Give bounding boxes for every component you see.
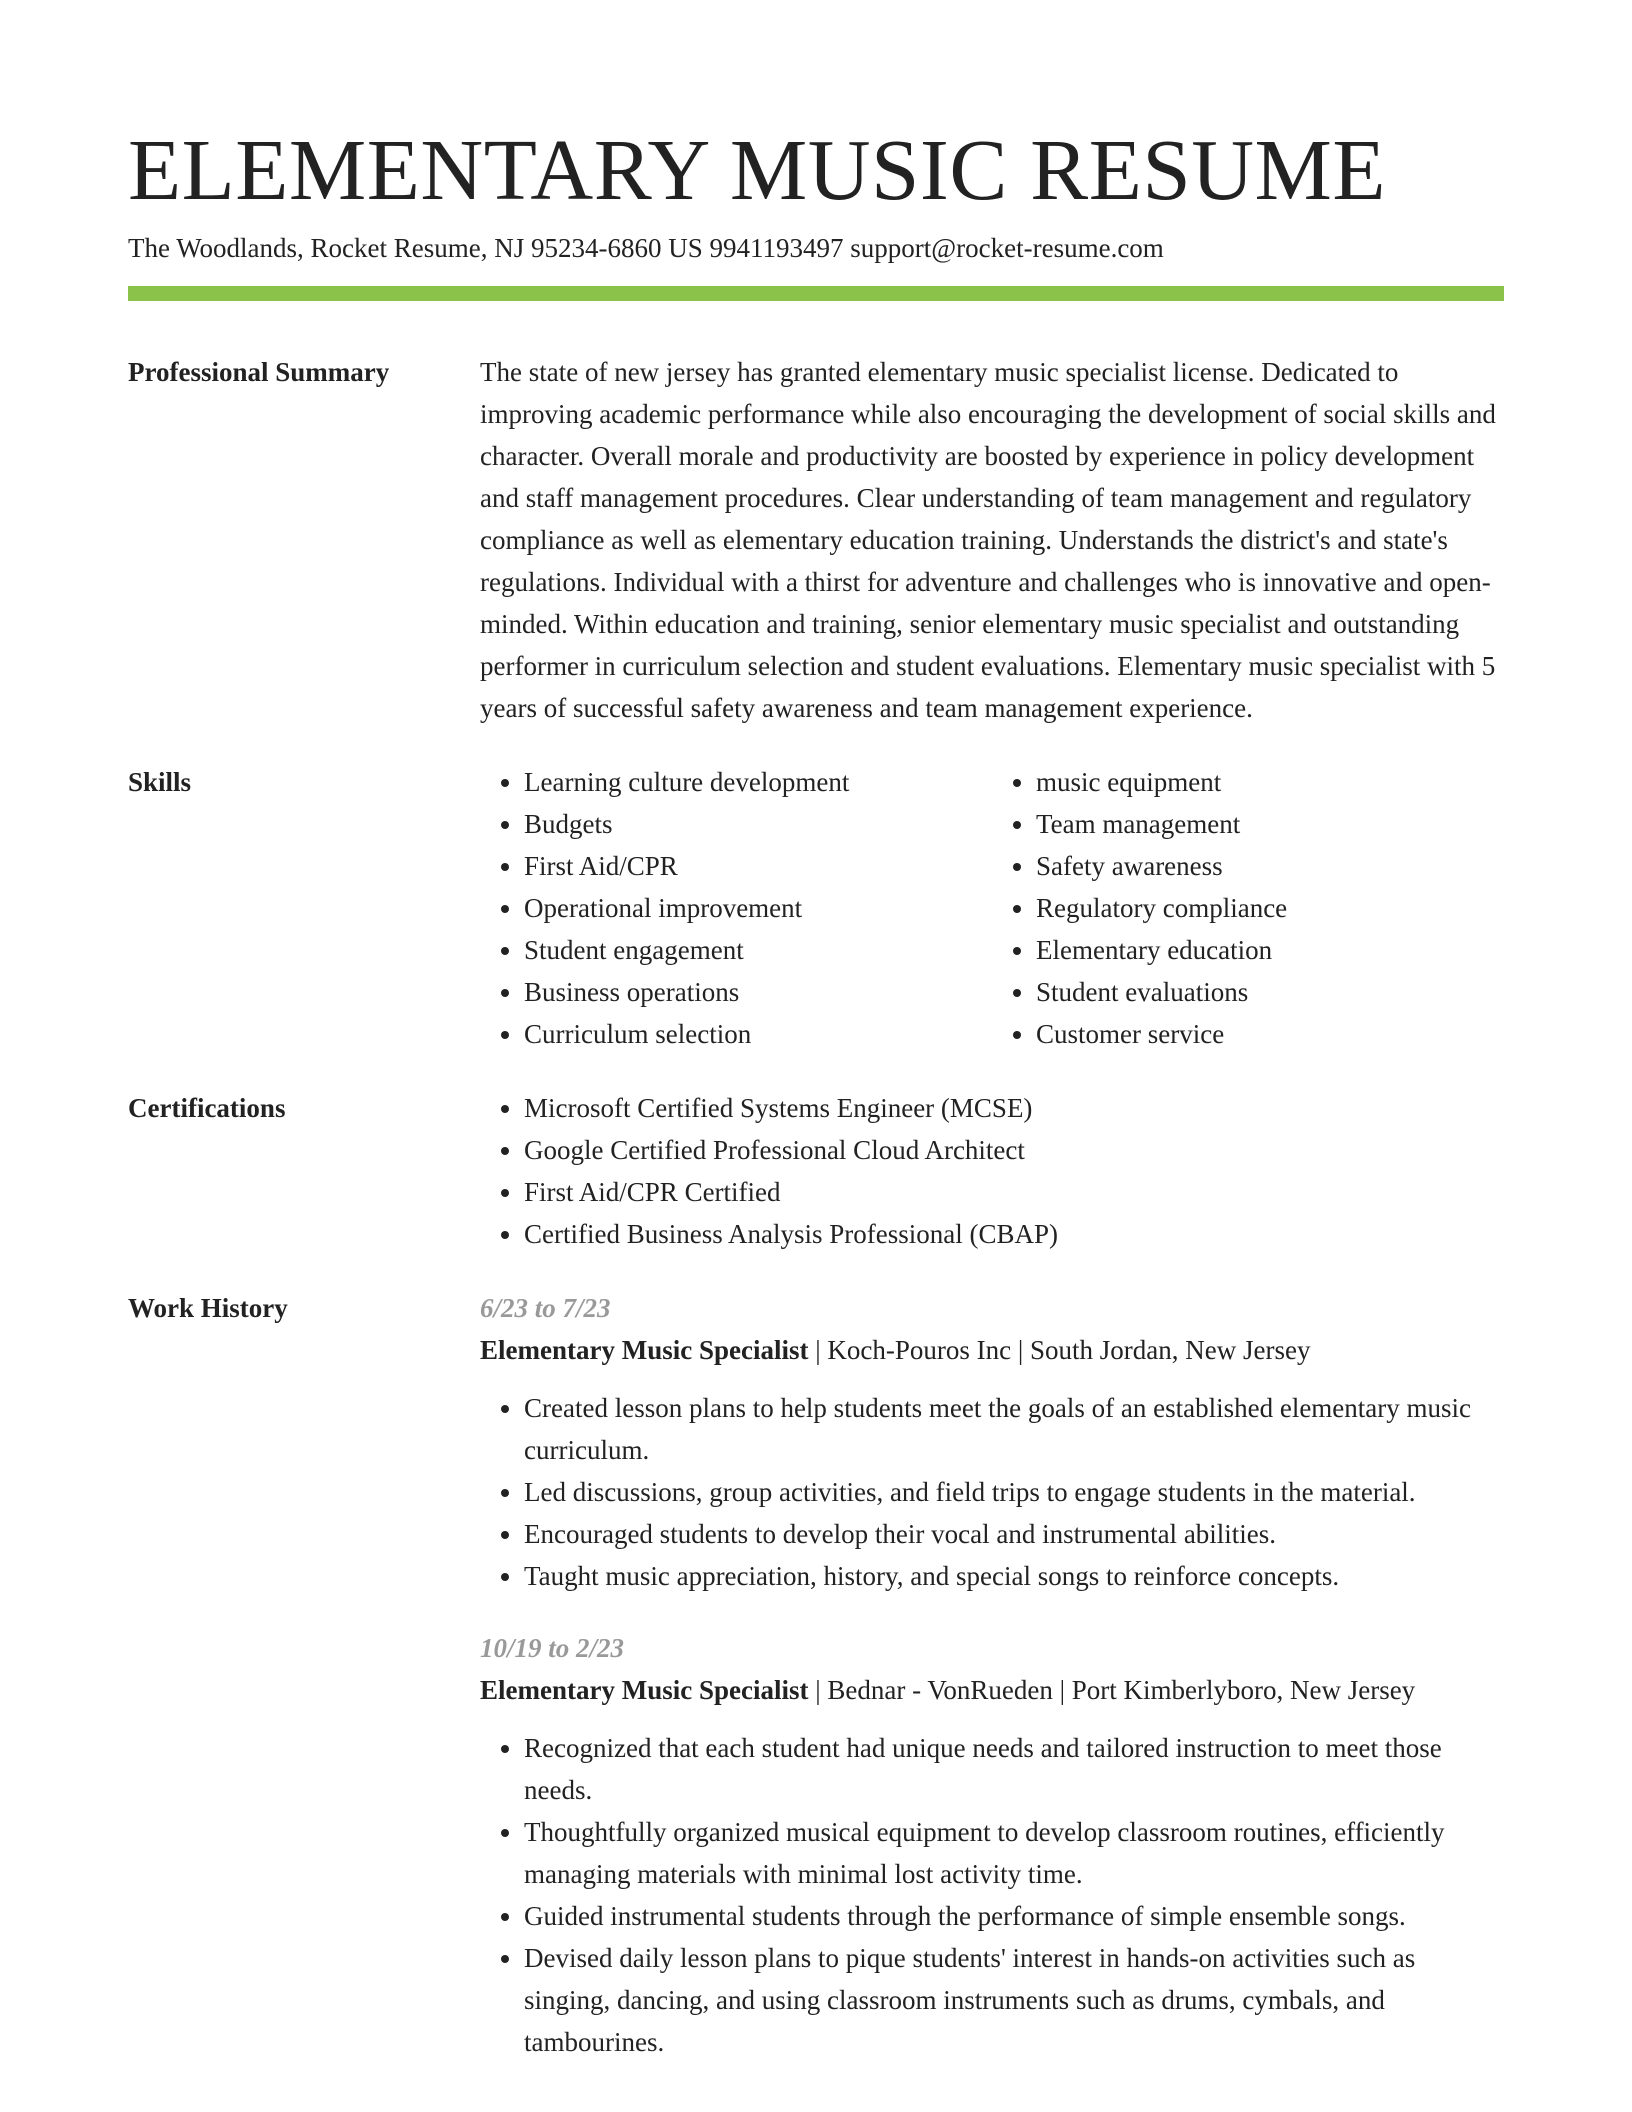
job-duty-item: • Taught music appreciation, history, and special songs to reinforce concepts.: [524, 1555, 1504, 1597]
certification-item: • Google Certified Professional Cloud Architect: [524, 1129, 1504, 1171]
contact-line: [128, 230, 1504, 266]
job-title: Elementary Music Specialist: [480, 1335, 809, 1365]
job-entry: [480, 1287, 1504, 1597]
certification-item: • First Aid/CPR Certified: [524, 1171, 1504, 1213]
contact-email: support@rocket-resume.com: [850, 233, 1164, 263]
skill-item: • Elementary education: [1036, 929, 1504, 971]
header-divider: [128, 286, 1504, 301]
certifications-list: [480, 1087, 1504, 1255]
job-duty-item: • Created lesson plans to help students meet the goals of an established elementary music curriculum.: [524, 1387, 1504, 1471]
job-duties-list: [480, 1387, 1504, 1597]
job-dates: 10/19 to 2/23: [480, 1633, 625, 1663]
work-history-section: [128, 1287, 1504, 2093]
skill-item: • Curriculum selection: [524, 1013, 992, 1055]
certifications-section: [128, 1087, 1504, 1255]
section-label-skills: Skills: [128, 767, 192, 797]
job-location: Port Kimberlyboro, New Jersey: [1071, 1675, 1416, 1705]
job-location: South Jordan, New Jersey: [1030, 1335, 1311, 1365]
skill-item: • Learning culture development: [524, 761, 992, 803]
job-duty-item: • Devised daily lesson plans to pique students' interest in hands-on activities such as singing, dancing, and using classroom instruments such as drums, cymbals, and tambourines.: [524, 1937, 1504, 2063]
skill-item: • Safety awareness: [1036, 845, 1504, 887]
certification-item: • Microsoft Certified Systems Engineer (MCSE): [524, 1087, 1504, 1129]
contact-address: The Woodlands, Rocket Resume, NJ 95234-6860 US: [128, 233, 703, 263]
contact-phone: 9941193497: [709, 233, 844, 263]
skills-column-right: [992, 761, 1504, 1055]
skills-column-left: [480, 761, 992, 1055]
summary-text: The state of new jersey has granted elementary music specialist license. Dedicated to improving academic performance while also encouraging the development of social skills and character. Overall morale and productivity are boosted by experience in policy development and staff management procedures. Clear understanding of team management and regulatory compliance as well as elementary education training. Understands the district's and state's regulations. Individual with a thirst for adventure and challenges who is innovative and open-minded. Within education and training, senior elementary music specialist and outstanding performer in curriculum selection and student evaluations. Elementary music specialist with 5 years of successful safety awareness and team management experience.: [480, 357, 1496, 723]
job-separator: |: [808, 1335, 828, 1365]
resume-title: ELEMENTARY MUSIC RESUME: [128, 121, 1387, 218]
job-duty-item: • Recognized that each student had unique needs and tailored instruction to meet those needs.: [524, 1727, 1504, 1811]
job-duty-item: • Led discussions, group activities, and field trips to engage students in the material.: [524, 1471, 1504, 1513]
skill-item: • Student engagement: [524, 929, 992, 971]
job-company: Koch-Pouros Inc: [827, 1335, 1012, 1365]
job-duties-list: [480, 1727, 1504, 2063]
certification-item: • Certified Business Analysis Professional (CBAP): [524, 1213, 1504, 1255]
professional-summary-section: [128, 351, 1504, 729]
skills-grid: [480, 761, 1504, 1055]
skill-item: • Customer service: [1036, 1013, 1504, 1055]
skill-item: • Student evaluations: [1036, 971, 1504, 1013]
job-duty-item: • Encouraged students to develop their vocal and instrumental abilities.: [524, 1513, 1504, 1555]
skills-section: [128, 761, 1504, 1055]
section-label-work-history: Work History: [128, 1293, 288, 1323]
skill-item: • Regulatory compliance: [1036, 887, 1504, 929]
job-separator: |: [1011, 1335, 1030, 1365]
skill-item: • Business operations: [524, 971, 992, 1013]
skill-item: • music equipment: [1036, 761, 1504, 803]
job-title: Elementary Music Specialist: [480, 1675, 809, 1705]
job-dates: 6/23 to 7/23: [480, 1293, 611, 1323]
skill-item: • Team management: [1036, 803, 1504, 845]
job-heading: [480, 1669, 1504, 1711]
skill-item: • Operational improvement: [524, 887, 992, 929]
job-duty-item: • Thoughtfully organized musical equipment to develop classroom routines, efficiently managing materials with minimal lost activity time.: [524, 1811, 1504, 1895]
job-company: Bednar - VonRueden: [827, 1675, 1053, 1705]
job-separator: |: [1052, 1675, 1072, 1705]
skill-item: • First Aid/CPR: [524, 845, 992, 887]
skill-item: • Budgets: [524, 803, 992, 845]
resume-page: [128, 120, 1504, 2093]
job-duty-item: • Guided instrumental students through the performance of simple ensemble songs.: [524, 1895, 1504, 1937]
job-heading: [480, 1329, 1504, 1371]
job-entry: [480, 1627, 1504, 2063]
job-separator: |: [808, 1675, 828, 1705]
section-label-certifications: Certifications: [128, 1093, 286, 1123]
section-label-summary: Professional Summary: [128, 357, 390, 387]
